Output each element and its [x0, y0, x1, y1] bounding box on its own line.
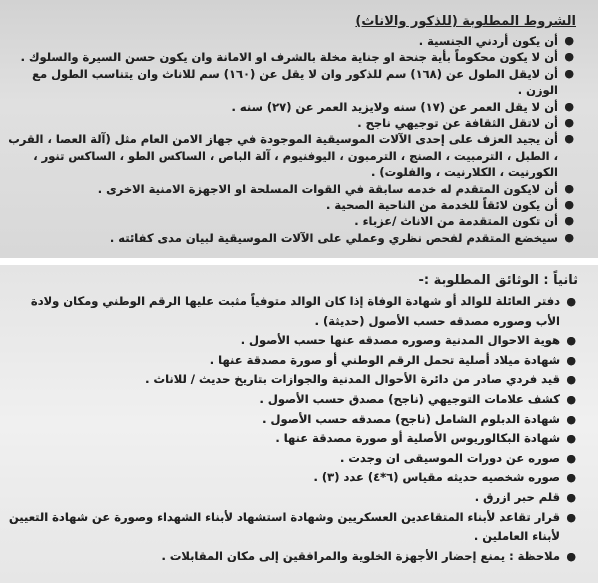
- bullet-icon: ●: [564, 198, 574, 212]
- list-item: ● شهادة الدبلوم الشامل (ناجح) مصدقه حسب الأصول .: [6, 410, 578, 430]
- bullet-icon: ●: [564, 116, 574, 130]
- list-item: ● دفتر العائلة للوالد أو شهادة الوفاة إذا كان الوالد متوفياً مثبت عليها الرقم الوطني ومكان ولادة الأب وصوره مصدقه حسب الأصول (حديثة) .: [30, 294, 576, 328]
- requirements-list: [8, 33, 576, 246]
- list-item: ● أن يكون أردني الجنسية .: [418, 34, 574, 48]
- list-item: ● أن تكون المتقدمة من الاناث /عزباء .: [354, 214, 574, 229]
- list-item: ● شهادة البكالوريوس الأصلية أو صورة مصدقة عنها .: [6, 429, 578, 449]
- bullet-icon: ●: [566, 451, 576, 465]
- bullet-icon: ●: [566, 412, 576, 426]
- list-item: ● قيد فردي صادر من دائرة الأحوال المدنية والجوازات بتاريخ حديث / للاناث .: [6, 370, 578, 390]
- bullet-icon: ●: [564, 34, 574, 47]
- bullet-icon: ●: [566, 432, 576, 446]
- bullet-icon: ●: [564, 214, 574, 228]
- bullet-icon: ●: [564, 230, 574, 244]
- list-item: ● أن يكون لائقاً للخدمة من الناحية الصحية .: [326, 198, 574, 213]
- bullet-icon: ●: [564, 181, 574, 195]
- requirements-title: الشروط المطلوبة (للذكور والاناث): [355, 14, 576, 29]
- list-item: ● كشف علامات التوجيهي (ناجح) مصدق حسب الأصول .: [6, 390, 578, 410]
- list-item: ● قرار تقاعد لأبناء المتقاعدين العسكريين وشهادة استشهاد لأبناء الشهداء وصورة عن شهادة التعيين لأبناء العاملين .: [8, 509, 576, 544]
- bullet-icon: ●: [564, 66, 574, 80]
- bullet-icon: ●: [566, 490, 576, 504]
- bullet-icon: ●: [566, 353, 576, 367]
- bullet-icon: ●: [564, 132, 574, 146]
- list-item: ● قلم حبر ازرق .: [6, 488, 578, 508]
- list-item: ● أن لايكون المتقدم له خدمه سابقة في القوات المسلحة او الاجهزة الامنية الاخرى .: [97, 181, 574, 196]
- bullet-icon: ●: [566, 471, 576, 485]
- bullet-icon: ●: [564, 99, 574, 113]
- list-item: ● أن لا يكون محكوماً بأية جنحة او جناية مخلة بالشرف او الامانة وان يكون حسن السيرة والسلوك .: [20, 50, 574, 65]
- list-item: ● شهادة ميلاد أصلية تحمل الرقم الوطني أو صورة مصدقة عنها .: [6, 351, 578, 371]
- bullet-icon: ●: [566, 373, 576, 387]
- requirements-panel: [0, 0, 598, 258]
- bullet-icon: ●: [566, 334, 576, 348]
- bullet-icon: ●: [566, 392, 576, 406]
- list-item: ● أن لا يقل العمر عن (١٧) سنه ولايزيد العمر عن (٢٧) سنه .: [231, 99, 574, 114]
- bullet-icon: ●: [566, 549, 576, 563]
- list-item: ● صوره عن دورات الموسيقى ان وجدت .: [6, 449, 578, 469]
- list-item: ● ملاحظة : يمنع إحضار الأجهزة الخلوية والمرافقين إلى مكان المقابلات .: [6, 547, 578, 567]
- list-item: ● أن لايقل الطول عن (١٦٨) سم للذكور وان لا يقل عن (١٦٠) سم للاناث وان يتناسب الطول مع الوزن .: [32, 66, 574, 98]
- bullet-icon: ●: [564, 50, 574, 64]
- bullet-icon: ●: [566, 510, 576, 524]
- list-item: ● أن يجيد العزف على إحدى الآلات الموسيقية الموجودة في جهاز الامن العام مثل (آلة العصا ، القرب ، الطبل ، الترمبيت ، الصنج ، الترمبون ، اليوفنيوم ، آلة الباص ، الساكس الطو ، الساكس تنور ، الكورنيت ، الكلارنيت ، والفلوت) .: [8, 132, 574, 180]
- list-item: ● صوره شخصيه حديثه مقياس (٦*٤) عدد (٣) .: [6, 468, 578, 488]
- bullet-icon: ●: [566, 295, 576, 308]
- documents-panel: [0, 265, 598, 583]
- list-item: ● هوية الاحوال المدنية وصوره مصدقه عنها حسب الأصول .: [6, 331, 578, 351]
- list-item: ● سيخضع المتقدم لفحص نظري وعملي على الآلات الموسيقية لبيان مدى كفائته .: [109, 230, 574, 245]
- list-item: ● أن لاتقل الثقافة عن توجيهي ناجح .: [357, 116, 574, 131]
- documents-title: ثانياً : الوثائق المطلوبة :-: [418, 273, 578, 288]
- divider: [0, 258, 598, 265]
- documents-list: [6, 292, 578, 566]
